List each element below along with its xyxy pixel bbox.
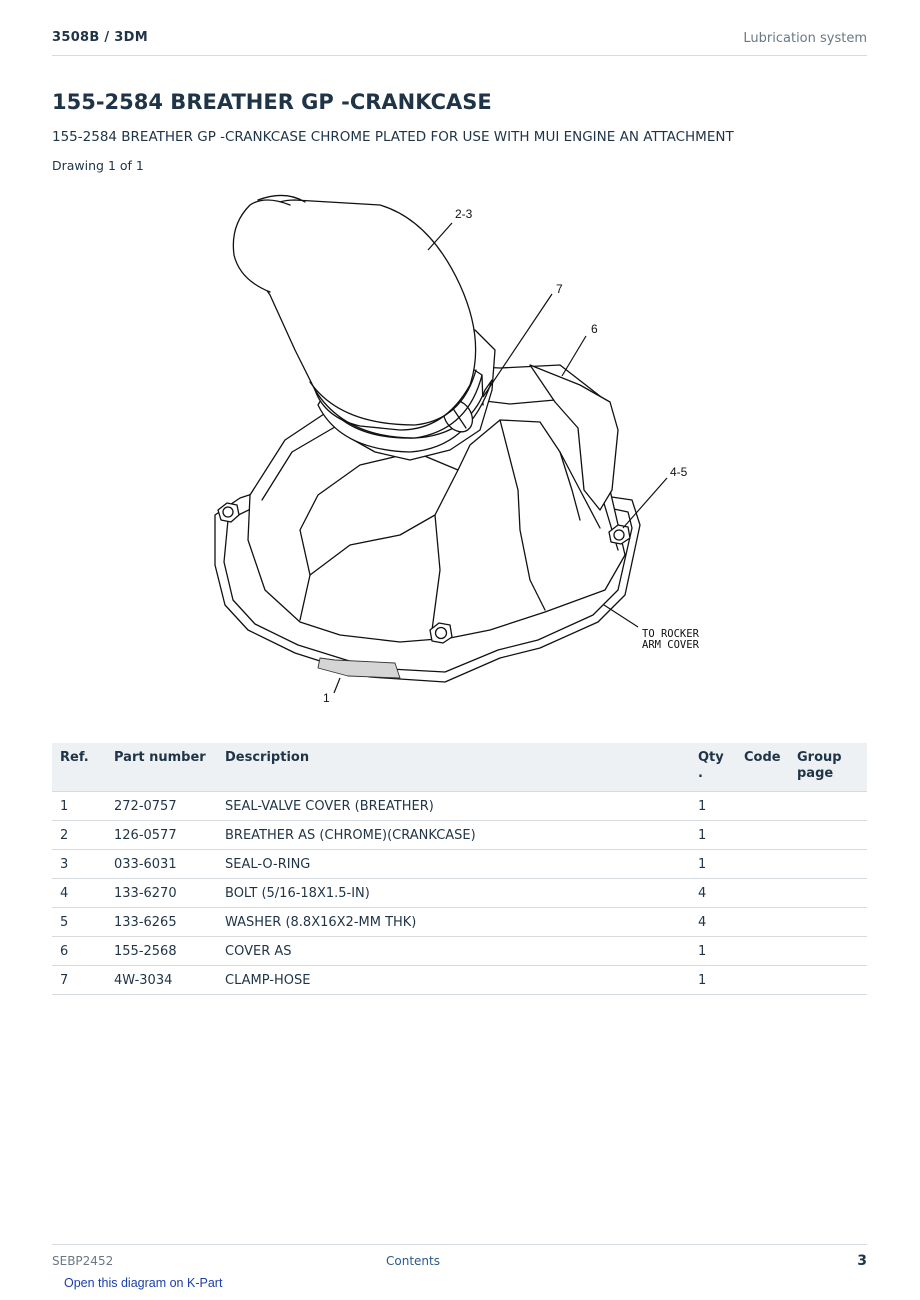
cell-description: BREATHER AS (CHROME)(CRANKCASE) [217,821,690,850]
cell-part-number: 272-0757 [106,792,217,821]
cell-ref: 6 [52,937,106,966]
cell-ref: 2 [52,821,106,850]
table-row [52,937,867,966]
cell-group-page [789,937,867,966]
header-code: Code [736,743,789,792]
table-header-row [52,743,867,792]
parts-diagram [200,190,720,715]
cell-code [736,792,789,821]
document-id: SEBP2452 [52,1254,114,1268]
cell-description: SEAL-O-RING [217,850,690,879]
callout-1: 1 [323,691,330,705]
header-qty-line-2: . [698,766,703,781]
cell-code [736,908,789,937]
table-row [52,966,867,995]
cell-description: BOLT (5/16-18X1.5-IN) [217,879,690,908]
table-row [52,908,867,937]
table-row [52,792,867,821]
cell-code [736,821,789,850]
cell-part-number: 126-0577 [106,821,217,850]
cell-group-page [789,966,867,995]
cell-group-page [789,850,867,879]
cell-code [736,966,789,995]
header-group-line-2: page [797,766,834,781]
table-row [52,850,867,879]
table-row [52,879,867,908]
cell-qty: 4 [690,908,736,937]
cell-description: CLAMP-HOSE [217,966,690,995]
cell-group-page [789,792,867,821]
note-line-2: ARM COVER [642,639,699,651]
cell-part-number: 133-6270 [106,879,217,908]
page-header [52,28,867,56]
cell-qty: 4 [690,879,736,908]
contents-link[interactable]: Contents [386,1254,440,1268]
cell-ref: 3 [52,850,106,879]
callout-4-5: 4-5 [670,465,688,479]
cell-description: SEAL-VALVE COVER (BREATHER) [217,792,690,821]
cell-part-number: 033-6031 [106,850,217,879]
header-group-line-1: Group [797,750,842,765]
drawing-count: Drawing 1 of 1 [52,158,144,173]
breather-illustration [200,190,720,715]
parts-table [52,743,867,995]
header-qty [690,743,736,792]
callout-2-3: 2-3 [455,207,473,221]
section-label: Lubrication system [743,31,867,46]
header-qty-line-1: Qty [698,750,724,765]
page-footer [52,1244,867,1275]
cell-qty: 1 [690,937,736,966]
callout-7: 7 [556,282,563,296]
cell-code [736,879,789,908]
cell-qty: 1 [690,821,736,850]
breather-canister [258,200,476,430]
cell-ref: 4 [52,879,106,908]
cell-code [736,937,789,966]
cell-ref: 5 [52,908,106,937]
open-kpart-link[interactable]: Open this diagram on K-Part [64,1276,223,1290]
header-part-number: Part number [106,743,217,792]
note-line-1: TO ROCKER [642,628,699,640]
cell-ref: 1 [52,792,106,821]
cell-group-page [789,821,867,850]
page-subtitle: 155-2584 BREATHER GP -CRANKCASE CHROME PLATED FOR USE WITH MUI ENGINE AN ATTACHMENT [52,129,734,145]
cell-description: COVER AS [217,937,690,966]
page-number: 3 [857,1253,867,1269]
table-row [52,821,867,850]
cell-description: WASHER (8.8X16X2-MM THK) [217,908,690,937]
cell-qty: 1 [690,850,736,879]
page-title: 155-2584 BREATHER GP -CRANKCASE [52,90,492,114]
cell-code [736,850,789,879]
header-group-page [789,743,867,792]
cell-group-page [789,908,867,937]
cell-part-number: 155-2568 [106,937,217,966]
header-ref: Ref. [52,743,106,792]
model-label: 3508B / 3DM [52,30,148,45]
cell-qty: 1 [690,966,736,995]
callout-6: 6 [591,322,598,336]
cell-part-number: 4W-3034 [106,966,217,995]
cell-qty: 1 [690,792,736,821]
cell-ref: 7 [52,966,106,995]
cell-group-page [789,879,867,908]
cell-part-number: 133-6265 [106,908,217,937]
header-description: Description [217,743,690,792]
